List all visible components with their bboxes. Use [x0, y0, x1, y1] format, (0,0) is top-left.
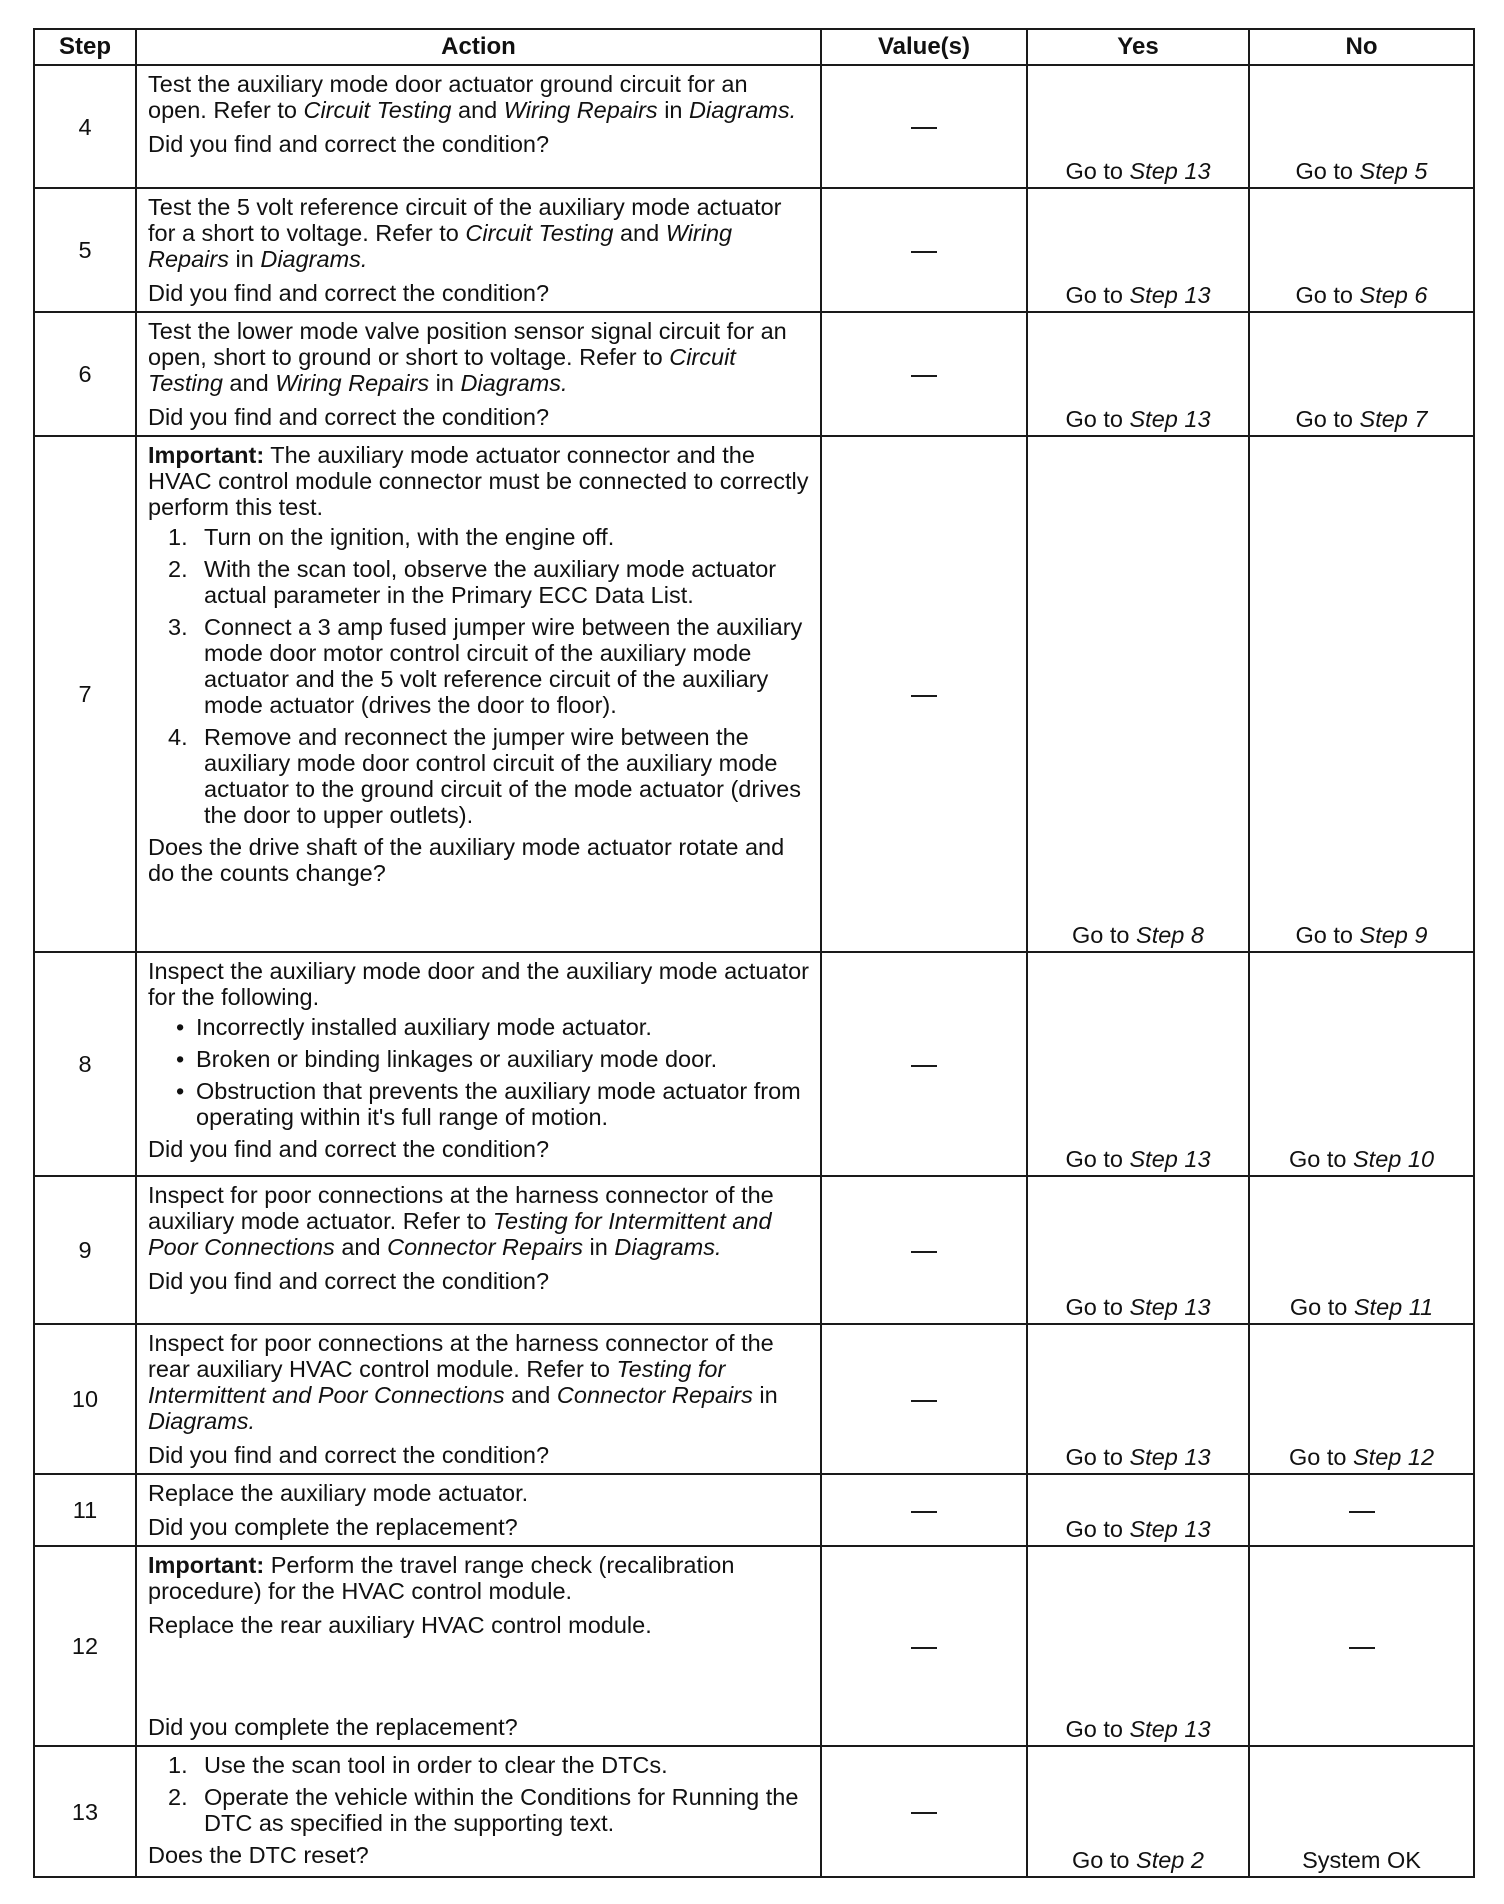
table-row [34, 1474, 1474, 1546]
yes-result: Go to Step 13 [1027, 1546, 1249, 1746]
step-number: 7 [34, 436, 136, 952]
step-number: 9 [34, 1176, 136, 1324]
empty-value-dash [1349, 1647, 1375, 1649]
procedure-list [148, 524, 812, 828]
value-cell [821, 1746, 1027, 1877]
inspection-list [148, 1014, 812, 1130]
empty-value-dash [911, 1065, 937, 1067]
header-step: Step [34, 29, 136, 65]
action-question: Did you find and correct the condition? [148, 1442, 550, 1468]
header-yes: Yes [1027, 29, 1249, 65]
header-no: No [1249, 29, 1474, 65]
list-item: • Incorrectly installed auxiliary mode actuator. [176, 1014, 652, 1040]
value-cell [821, 1474, 1027, 1546]
action-cell [136, 65, 821, 188]
yes-result: Go to Step 13 [1027, 1324, 1249, 1474]
yes-result: Go to Step 13 [1027, 1176, 1249, 1324]
empty-value-dash [911, 375, 937, 377]
no-result: Go to Step 12 [1249, 1324, 1474, 1474]
no-result: Go to Step 10 [1249, 952, 1474, 1176]
action-instruction: Replace the rear auxiliary HVAC control module. [148, 1612, 652, 1638]
yes-result: Go to Step 13 [1027, 1474, 1249, 1546]
list-item: 1. Turn on the ignition, with the engine off. [168, 524, 615, 550]
step-number: 6 [34, 312, 136, 436]
list-item: 2. With the scan tool, observe the auxiliary mode actuator actual parameter in the Primary ECC Data List. [168, 556, 777, 608]
yes-result: Go to Step 13 [1027, 312, 1249, 436]
yes-result: Go to Step 13 [1027, 65, 1249, 188]
table-row [34, 1546, 1474, 1746]
value-cell [821, 1176, 1027, 1324]
action-cell [136, 952, 821, 1176]
action-question: Did you find and correct the condition? [148, 404, 550, 430]
table-row [34, 1746, 1474, 1877]
action-question: Did you find and correct the condition? [148, 1136, 550, 1162]
diagnostic-document [33, 28, 1473, 1878]
empty-value-dash [911, 127, 937, 129]
value-cell [821, 436, 1027, 952]
empty-value-dash [911, 1812, 937, 1814]
table-row [34, 952, 1474, 1176]
no-result [1249, 1474, 1474, 1546]
step-number: 11 [34, 1474, 136, 1546]
step-number: 10 [34, 1324, 136, 1474]
step-number: 5 [34, 188, 136, 312]
step-number: 12 [34, 1546, 136, 1746]
procedure-list [148, 1752, 812, 1836]
value-cell [821, 188, 1027, 312]
header-row [34, 29, 1474, 65]
action-question: Did you find and correct the condition? [148, 131, 550, 157]
no-result: Go to Step 7 [1249, 312, 1474, 436]
important-note: Important: Perform the travel range check (recalibration procedure) for the HVAC control module. [148, 1552, 735, 1604]
action-instruction: Test the 5 volt reference circuit of the auxiliary mode actuator for a short to voltage. Refer to Circuit Testing and Wiring Repairs in Diagrams. [148, 194, 782, 272]
empty-value-dash [911, 1511, 937, 1513]
table-row [34, 1176, 1474, 1324]
action-question: Did you complete the replacement? [148, 1714, 518, 1740]
list-item: 1. Use the scan tool in order to clear the DTCs. [168, 1752, 668, 1778]
empty-value-dash [911, 251, 937, 253]
action-instruction: Test the auxiliary mode door actuator ground circuit for an open. Refer to Circuit Testing and Wiring Repairs in Diagrams. [148, 71, 797, 123]
empty-value-dash [911, 1251, 937, 1253]
yes-result: Go to Step 8 [1027, 436, 1249, 952]
empty-value-dash [911, 1400, 937, 1402]
step-number: 8 [34, 952, 136, 1176]
value-cell [821, 312, 1027, 436]
table-row [34, 65, 1474, 188]
no-result: System OK [1249, 1746, 1474, 1877]
action-cell [136, 436, 821, 952]
list-item: 4. Remove and reconnect the jumper wire between the auxiliary mode door control circuit of the auxiliary mode actuator to the ground circuit of the mode actuator (drives the door to upper outlets). [168, 724, 801, 828]
list-item: 3. Connect a 3 amp fused jumper wire between the auxiliary mode door motor control circuit of the auxiliary mode actuator and the 5 volt reference circuit of the auxiliary mode actuator (drives the door to floor). [168, 614, 803, 718]
action-cell [136, 1176, 821, 1324]
action-cell [136, 312, 821, 436]
step-number: 4 [34, 65, 136, 188]
action-instruction: Inspect the auxiliary mode door and the auxiliary mode actuator for the following. [148, 958, 809, 1010]
action-cell [136, 188, 821, 312]
table-row [34, 436, 1474, 952]
important-note: Important: The auxiliary mode actuator connector and the HVAC control module connector must be connected to correctly perform this test. [148, 442, 809, 520]
value-cell [821, 1546, 1027, 1746]
action-instruction: Inspect for poor connections at the harness connector of the auxiliary mode actuator. Refer to Testing for Intermittent and Poor Connections and Connector Repairs in Diagrams. [148, 1182, 774, 1260]
action-cell [136, 1746, 821, 1877]
table-row [34, 188, 1474, 312]
action-question: Did you find and correct the condition? [148, 280, 550, 306]
no-result [1249, 1546, 1474, 1746]
action-instruction: Test the lower mode valve position sensor signal circuit for an open, short to ground or short to voltage. Refer to Circuit Testing and Wiring Repairs in Diagrams. [148, 318, 787, 396]
action-cell [136, 1546, 821, 1746]
action-question: Does the drive shaft of the auxiliary mode actuator rotate and do the counts change? [148, 834, 785, 886]
header-action: Action [136, 29, 821, 65]
action-cell [136, 1324, 821, 1474]
no-result: Go to Step 6 [1249, 188, 1474, 312]
empty-value-dash [911, 695, 937, 697]
diagnostic-table [33, 28, 1475, 1878]
action-question: Did you complete the replacement? [148, 1514, 518, 1540]
action-cell [136, 1474, 821, 1546]
table-row [34, 1324, 1474, 1474]
yes-result: Go to Step 13 [1027, 952, 1249, 1176]
no-result: Go to Step 9 [1249, 436, 1474, 952]
yes-result: Go to Step 13 [1027, 188, 1249, 312]
list-item: • Obstruction that prevents the auxiliary mode actuator from operating within it's full range of motion. [176, 1078, 801, 1130]
value-cell [821, 65, 1027, 188]
action-instruction: Replace the auxiliary mode actuator. [148, 1480, 529, 1506]
action-question: Does the DTC reset? [148, 1842, 369, 1868]
header-values: Value(s) [821, 29, 1027, 65]
table-row [34, 312, 1474, 436]
no-result: Go to Step 11 [1249, 1176, 1474, 1324]
empty-value-dash [911, 1647, 937, 1649]
value-cell [821, 1324, 1027, 1474]
empty-value-dash [1349, 1511, 1375, 1513]
list-item: • Broken or binding linkages or auxiliary mode door. [176, 1046, 718, 1072]
yes-result: Go to Step 2 [1027, 1746, 1249, 1877]
step-number: 13 [34, 1746, 136, 1877]
action-instruction: Inspect for poor connections at the harness connector of the rear auxiliary HVAC control module. Refer to Testing for Intermittent and Poor Connections and Connector Repairs in Diagrams. [148, 1330, 778, 1434]
no-result: Go to Step 5 [1249, 65, 1474, 188]
action-question: Did you find and correct the condition? [148, 1268, 550, 1294]
list-item: 2. Operate the vehicle within the Conditions for Running the DTC as specified in the supporting text. [168, 1784, 799, 1836]
value-cell [821, 952, 1027, 1176]
